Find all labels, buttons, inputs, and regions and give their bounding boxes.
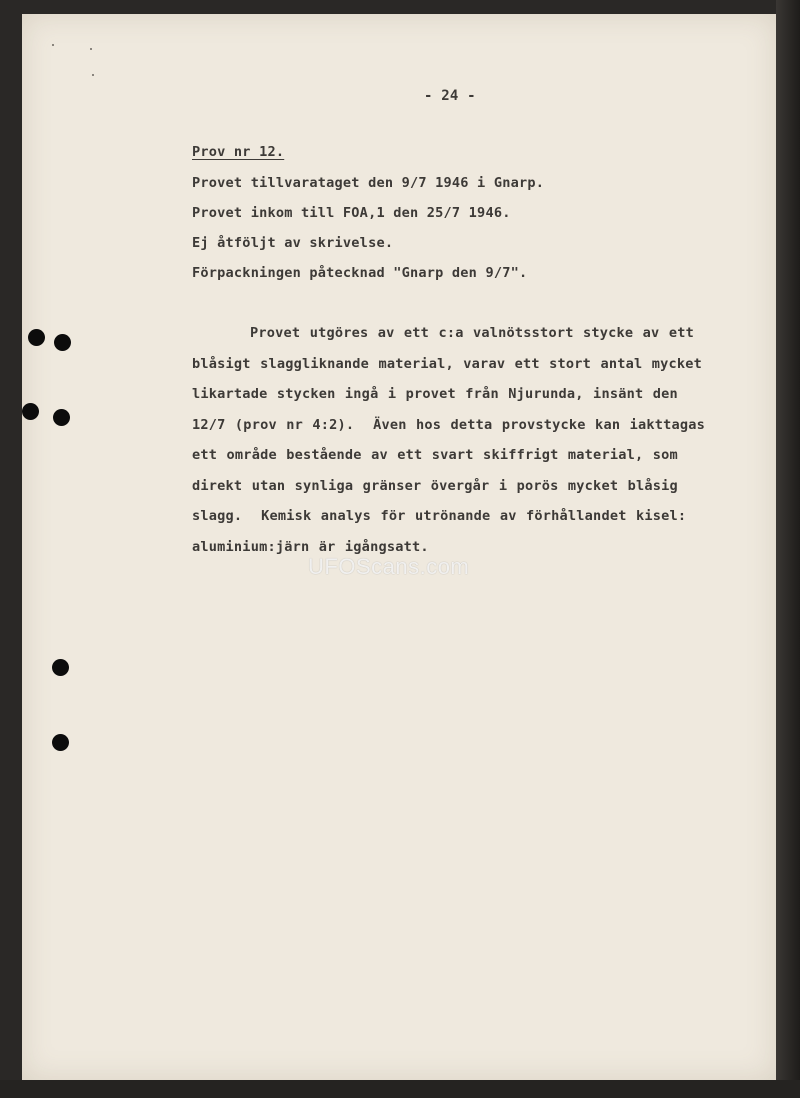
paper-speck [90,48,92,50]
body-line: aluminium:järn är igångsatt. [192,539,429,555]
meta-line: Ej åtföljt av skrivelse. [192,235,394,251]
punch-hole [52,659,69,676]
body-line: slagg. Kemisk analys för utrönande av förhållandet kisel: [192,508,687,524]
paper-page [22,14,776,1080]
body-line: 12/7 (prov nr 4:2). Även hos detta provstycke kan iakttagas [192,417,706,433]
meta-line: Provet tillvarataget den 9/7 1946 i Gnarp. [192,175,545,191]
body-line: direkt utan synliga gränser övergår i porös mycket blåsig [192,478,678,494]
paper-speck [92,74,94,76]
body-line: likartade stycken ingå i provet från Njurunda, insänt den [192,386,678,402]
punch-hole [52,734,69,751]
punch-hole [22,403,39,420]
paper-speck [52,44,54,46]
watermark: UFOScans.com [308,554,470,579]
meta-line: Provet inkom till FOA,1 den 25/7 1946. [192,205,511,221]
punch-hole [53,409,70,426]
punch-hole [28,329,45,346]
section-heading: Prov nr 12. [192,144,285,160]
body-line: Provet utgöres av ett c:a valnötsstort stycke av ett [250,325,694,341]
body-line: blåsigt slaggliknande material, varav ett stort antal mycket [192,356,703,372]
page-number: - 24 - [424,88,476,104]
meta-line: Förpackningen påtecknad "Gnarp den 9/7". [192,265,528,281]
punch-hole [54,334,71,351]
scan-border-right [776,0,800,1098]
body-line: ett område bestående av ett svart skiffrigt material, som [192,447,678,463]
scan-border-bottom [0,1080,800,1098]
